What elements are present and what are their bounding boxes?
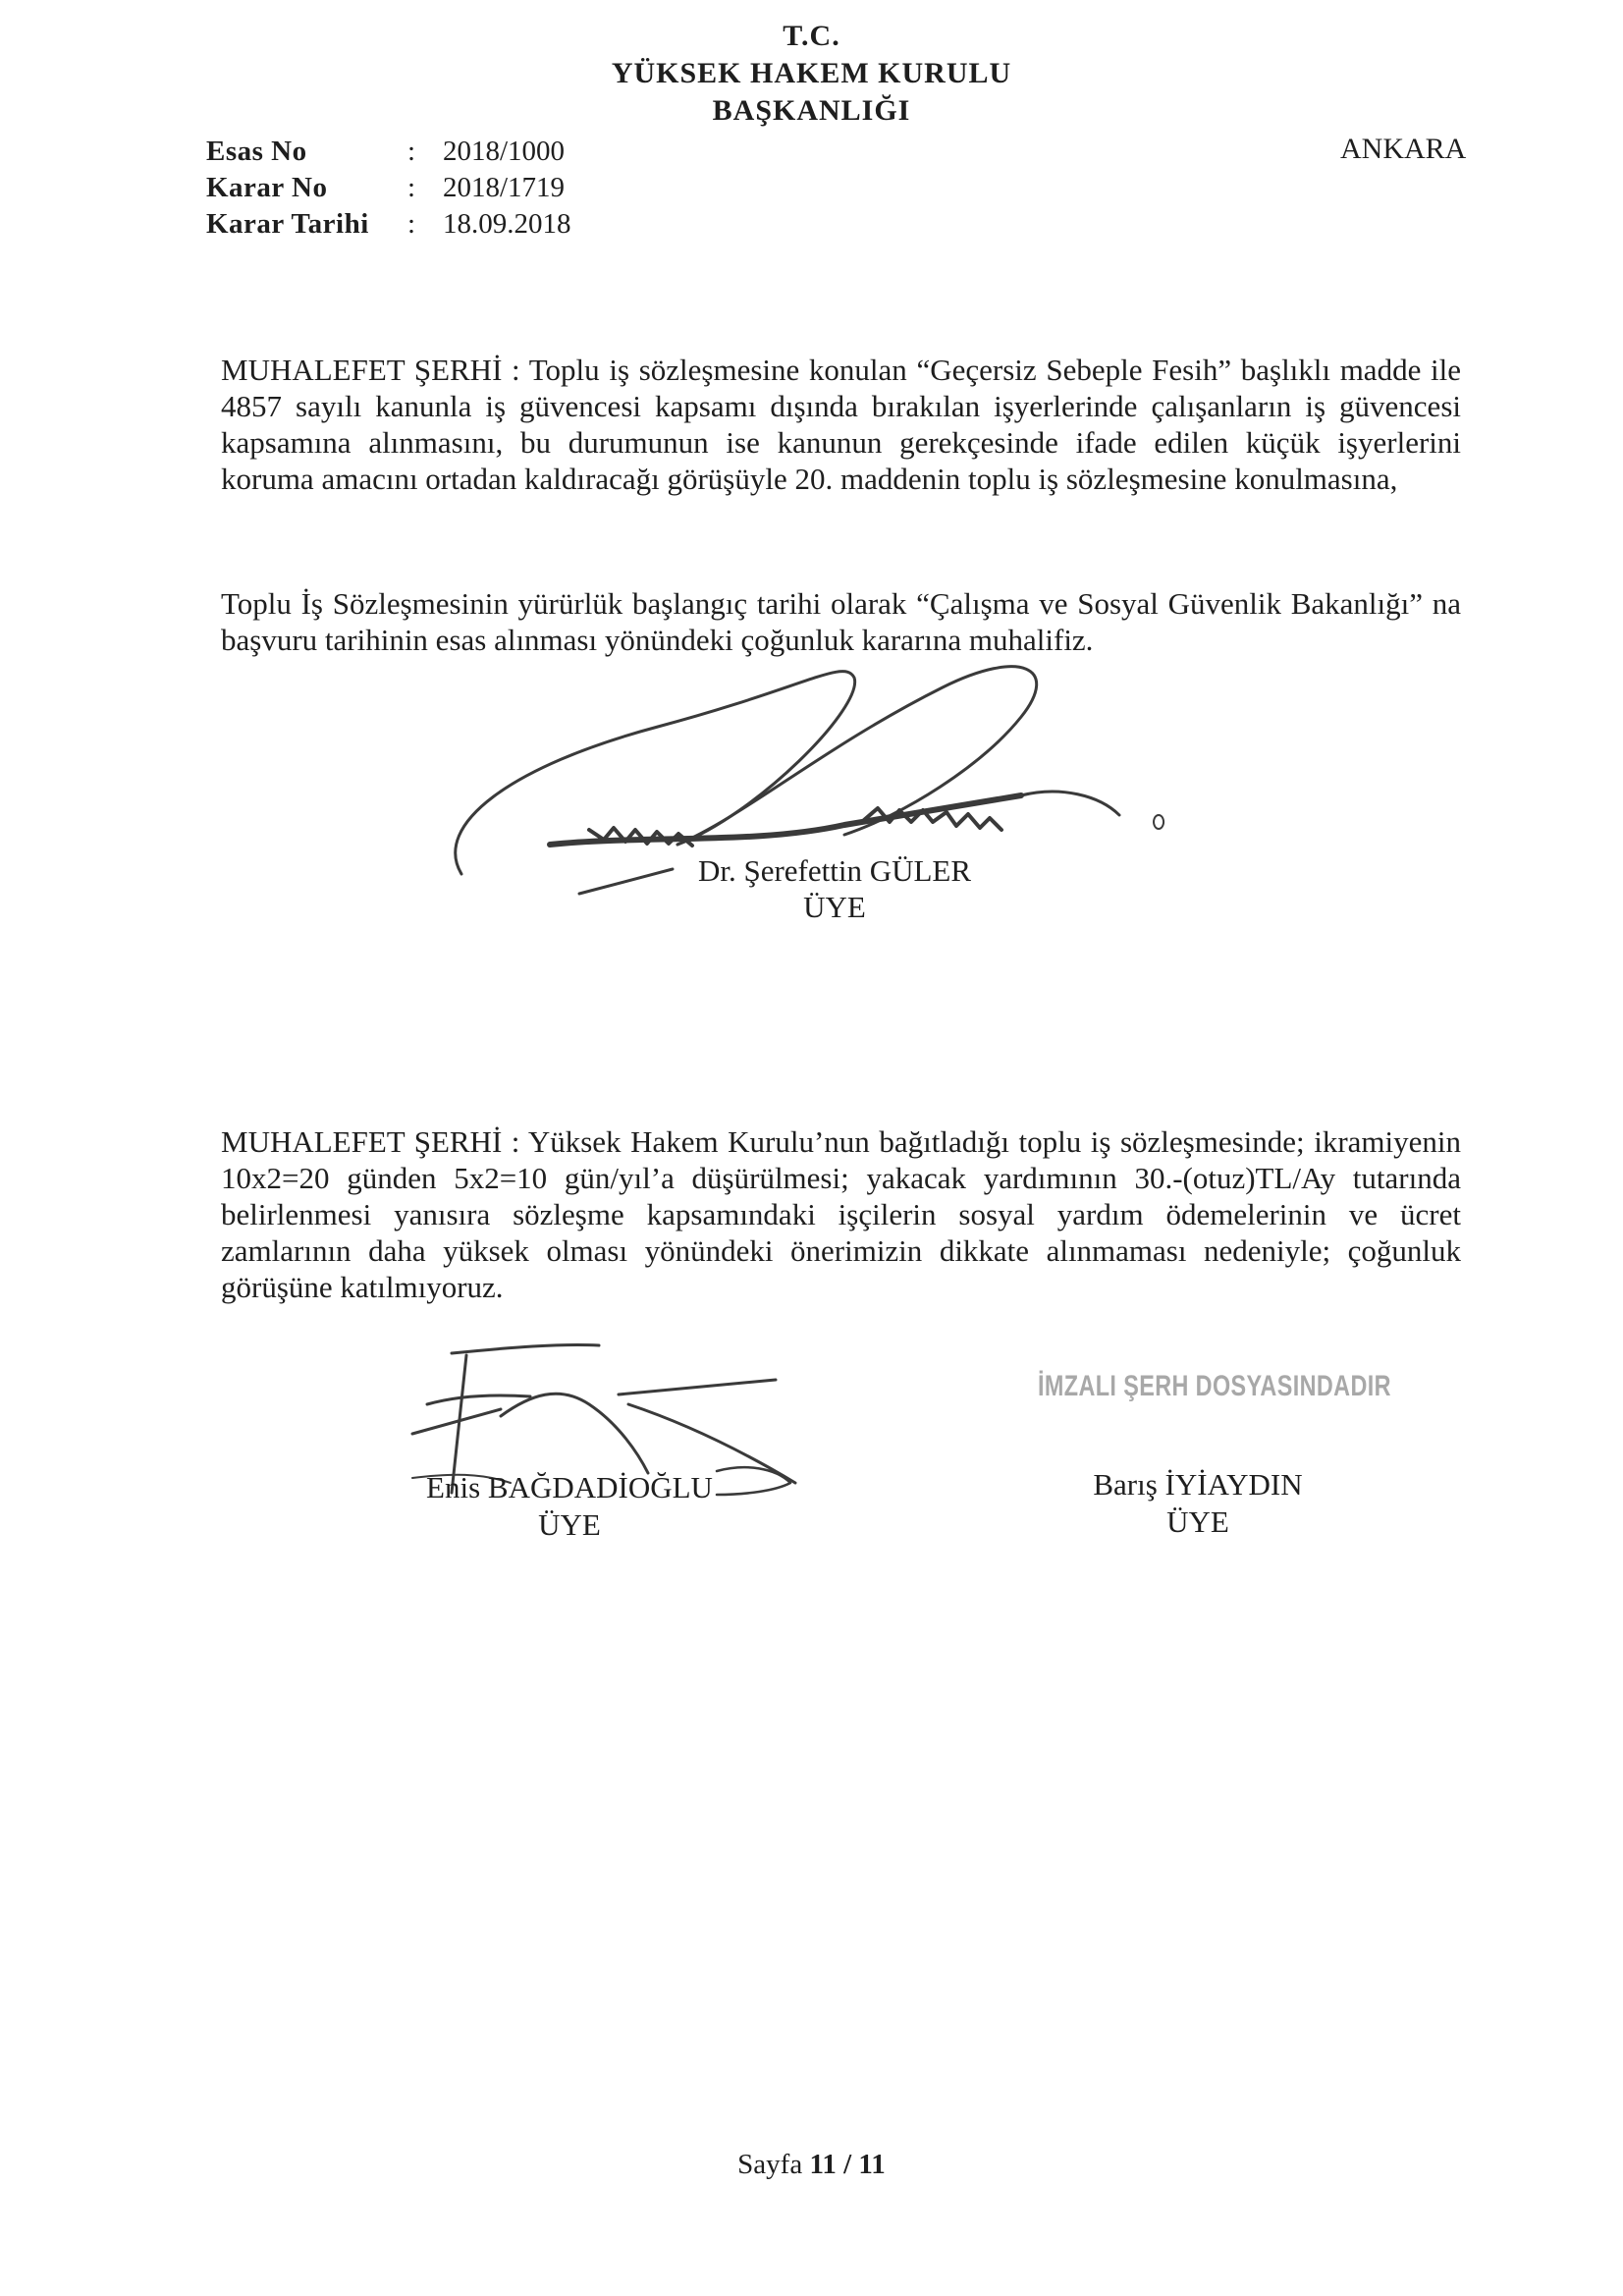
meta-label: Karar Tarihi bbox=[206, 208, 369, 240]
meta-value: 2018/1000 bbox=[443, 136, 566, 167]
meta-colon: : bbox=[407, 136, 416, 167]
dissent-1-paragraph-1: MUHALEFET ŞERHİ : Toplu iş sözleşmesine konulan “Geçersiz Sebeple Fesih” başlıklı madde ile 4857 sayılı kanunla iş güvencesi kapsamı dışında bırakılan işyerlerinde çalışanların iş güvencesi kapsamına alınmasını, bu durumunun ise kanunun gerekçesinde ifade edilen küçük işyerlerini koruma amacını ortadan kaldıracağı görüşüyle 20. maddenin toplu iş sözleşmesine konulmasına, bbox=[221, 353, 1461, 496]
dissent-2-paragraph: MUHALEFET ŞERHİ : Yüksek Hakem Kurulu’nun bağıtladığı toplu iş sözleşmesinde; ikramiyenin 10x2=20 günden 5x2=10 gün/yıl’a düşürülmesi; yakacak yardımının 30.-(otuz)TL/Ay tutarında belirlenmesi yanısıra sözleşme kapsamındaki işçilerin sosyal yardım ödemelerinin ve ücret zamlarının daha yüksek olması yönündeki önerimizin dikkate alınmaması nedeniyle; çoğunluk görüşüne katılmıyoruz. bbox=[221, 1124, 1461, 1304]
page-number bbox=[0, 2149, 1623, 2181]
meta-row-karar-tarihi bbox=[206, 206, 571, 243]
header-tc: T.C. bbox=[783, 20, 840, 52]
header-institution: YÜKSEK HAKEM KURULU bbox=[611, 57, 1012, 89]
signer-role-bagdadioglu: ÜYE bbox=[538, 1507, 601, 1542]
meta-colon: : bbox=[407, 172, 416, 203]
case-metadata bbox=[206, 134, 571, 243]
signer-role-guler: ÜYE bbox=[803, 890, 866, 924]
signer-name-guler: Dr. Şerefettin GÜLER bbox=[697, 853, 972, 888]
page-count: 11 / 11 bbox=[809, 2149, 886, 2180]
meta-row-karar-no bbox=[206, 170, 571, 206]
location: ANKARA bbox=[1340, 133, 1467, 165]
signer-role-iyiaydin: ÜYE bbox=[1166, 1504, 1229, 1539]
meta-colon: : bbox=[407, 208, 416, 240]
meta-label: Karar No bbox=[206, 172, 328, 203]
signed-dissent-stamp: İMZALI ŞERH DOSYASINDADIR bbox=[1038, 1370, 1391, 1402]
meta-label: Esas No bbox=[206, 136, 307, 167]
dissent-1-paragraph-2: Toplu İş Sözleşmesinin yürürlük başlangıç tarihi olarak “Çalışma ve Sosyal Güvenlik Bakanlığı” na başvuru tarihinin esas alınması yönündeki çoğunluk kararına muhalifiz. bbox=[221, 586, 1461, 657]
meta-row-esas-no bbox=[206, 134, 571, 170]
meta-value: 2018/1719 bbox=[443, 172, 566, 203]
header-presidency: BAŞKANLIĞI bbox=[712, 94, 911, 127]
meta-value: 18.09.2018 bbox=[443, 208, 571, 240]
signer-name-iyiaydin: Barış İYİAYDIN bbox=[1093, 1467, 1303, 1502]
page-prefix: Sayfa bbox=[737, 2149, 803, 2180]
signer-name-bagdadioglu: Enis BAĞDADİOĞLU bbox=[426, 1470, 713, 1504]
